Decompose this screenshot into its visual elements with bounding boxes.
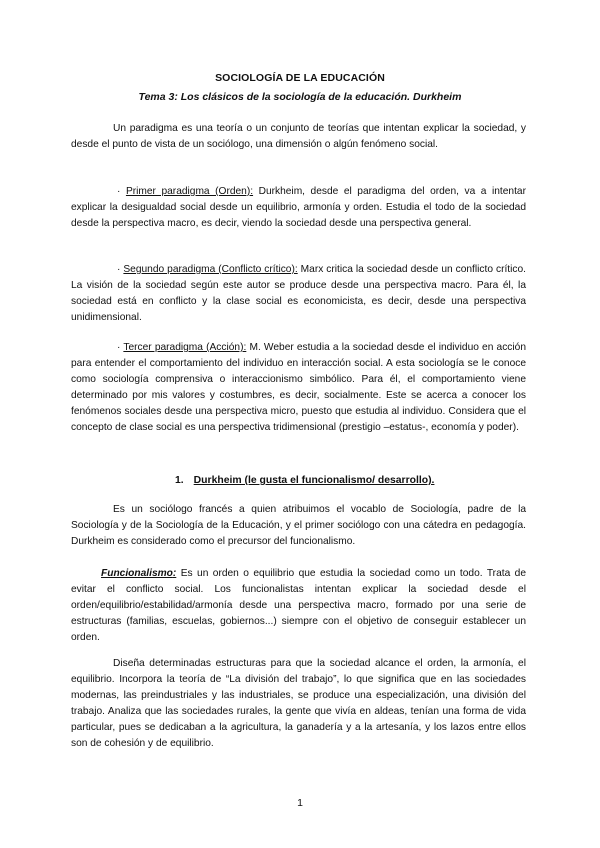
paradigm-1-label: Primer paradigma (Orden): bbox=[125, 186, 254, 197]
paradigm-2-label: Segundo paradigma (Conflicto crítico): bbox=[123, 264, 298, 275]
document-title: SOCIOLOGÍA DE LA EDUCACIÓN bbox=[215, 72, 385, 84]
funcionalismo-paragraph bbox=[71, 566, 526, 646]
funcionalismo-colon: : bbox=[172, 568, 177, 579]
bullet: · bbox=[117, 342, 121, 353]
section-heading-text: Durkheim (le gusta el funcionalismo/ desarrollo). bbox=[193, 475, 435, 486]
disena-paragraph: Diseña determinadas estructuras para que la sociedad alcance el orden, la armonía, el equilibrio. Incorpora la teoría de “La división del trabajo”, lo que significa que en las sociedades modernas, las preindustriales y las industriales, se produce una especialización, una división del trabajo. Analiza que las sociedades rurales, la gente que vivía en aldeas, tenían una forma de vida particular, pues se dedicaban a la agricultura, la ganadería y a la artesanía, y los lazos entre ellos son de cohesión y de equilibrio. bbox=[71, 658, 526, 750]
section-heading bbox=[71, 475, 526, 486]
paradigm-3-label: Tercer paradigma (Acción): bbox=[123, 342, 247, 353]
bullet: · bbox=[117, 264, 121, 275]
paradigm-3-paragraph bbox=[71, 340, 526, 437]
paradigm-1-text: Durkheim, desde el paradigma del orden, va a intentar explicar la desigualdad social desde un equilibrio, armonía y orden. Estudia el todo de la sociedad desde la perspectiva macro, es decir, viendo la sociedad desde una perspectiva general. bbox=[71, 186, 526, 230]
paradigm-1-paragraph bbox=[71, 184, 526, 232]
funcionalismo-text: Es un orden o equilibrio que estudia la sociedad como un todo. Trata de evitar el conflicto social. Los funcionalistas intentan explicar la sociedad desde el orden/equilibrio/estabilidad/armonía desde una perspectiva macro, formado por una serie de estructuras (familias, escuelas, gobiernos...) siempre con el objetivo de conseguir establecer un orden. bbox=[71, 568, 526, 644]
bullet: · bbox=[117, 186, 121, 197]
paradigm-3-text: M. Weber estudia a la sociedad desde el individuo en acción para entender el comportamiento del individuo en interacción social. A esta sociología se le conoce como sociología comprensiva o interaccionismo simbólico. Para él, el comportamiento viene determinado por mis valores y costumbres, es decir, socialmente. Este se acerca a conocer los fenómenos sociales desde una perspectiva micro, puesto que estudia al individuo. Considera que el concepto de clase social es una perspectiva tridimensional (prestigio –estatus-, economía y poder). bbox=[71, 342, 526, 434]
durkheim-intro-paragraph: Es un sociólogo francés a quien atribuimos el vocablo de Sociología, padre de la Sociología y de la Sociología de la Educación, y el primer sociólogo con una cátedra en pedagogía. Durkheim es considerado como el precursor del funcionalismo. bbox=[71, 504, 526, 548]
document-subtitle: Tema 3: Los clásicos de la sociología de la educación. Durkheim bbox=[138, 91, 462, 103]
paradigm-2-paragraph bbox=[71, 262, 526, 326]
section-number: 1. bbox=[175, 475, 184, 486]
funcionalismo-term: Funcionalismo bbox=[101, 568, 173, 579]
paradigm-2-text: Marx critica la sociedad desde un conflicto crítico. La visión de la sociedad según este autor se produce desde una perspectiva macro. Para él, la sociedad está en conflicto y la clase social es economicista, es decir, desde una perspectiva unidimensional. bbox=[71, 264, 526, 324]
page-number: 1 bbox=[297, 797, 303, 809]
intro-paragraph: Un paradigma es una teoría o un conjunto de teorías que intentan explicar la sociedad, y desde el punto de vista de un sociólogo, una dimensión o algún fenómeno social. bbox=[71, 123, 526, 151]
